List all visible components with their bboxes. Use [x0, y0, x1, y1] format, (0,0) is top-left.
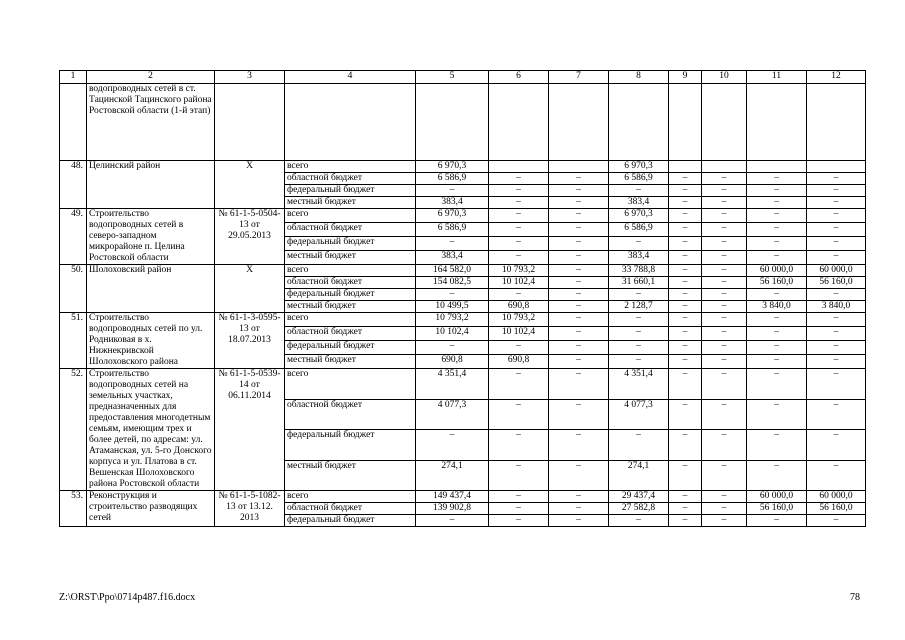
value-cell: – [702, 515, 747, 527]
value-cell: – [702, 223, 747, 237]
value-cell: 60 000,0 [807, 491, 866, 503]
value-cell: – [747, 341, 807, 355]
value-cell: – [489, 460, 549, 491]
table-row [60, 209, 866, 223]
value-cell: 6 970,3 [609, 209, 669, 223]
value-cell: – [702, 399, 747, 430]
value-cell: – [807, 327, 866, 341]
value-cell: 60 000,0 [747, 491, 807, 503]
value-cell: – [807, 197, 866, 209]
object-name: Реконструкция и строительство разводящих сетей [87, 491, 215, 527]
table-row [60, 313, 866, 327]
value-cell: – [669, 369, 702, 400]
value-cell: – [489, 185, 549, 197]
value-cell: – [669, 251, 702, 265]
value-cell: 4 077,3 [416, 399, 489, 430]
value-cell: – [489, 341, 549, 355]
header-cell: 3 [215, 71, 285, 84]
value-cell: – [807, 223, 866, 237]
budget-source: областной бюджет [285, 399, 416, 430]
value-cell: 10 793,2 [416, 313, 489, 327]
value-cell [549, 84, 609, 161]
value-cell: – [549, 399, 609, 430]
budget-source: областной бюджет [285, 223, 416, 237]
budget-source: всего [285, 209, 416, 223]
header-row [60, 71, 866, 84]
value-cell: 56 160,0 [807, 277, 866, 289]
object-name: Целинский район [87, 161, 215, 209]
value-cell: 383,4 [609, 251, 669, 265]
value-cell: – [807, 289, 866, 301]
value-cell [215, 84, 285, 161]
value-cell: – [489, 491, 549, 503]
value-cell: – [609, 355, 669, 369]
value-cell: 10 102,4 [416, 327, 489, 341]
value-cell: – [549, 327, 609, 341]
header-cell: 2 [87, 71, 215, 84]
header-cell: 11 [747, 71, 807, 84]
value-cell: – [549, 173, 609, 185]
value-cell: 690,8 [489, 355, 549, 369]
value-cell: 274,1 [416, 460, 489, 491]
value-cell: – [489, 430, 549, 461]
row-number [60, 84, 87, 161]
value-cell: – [807, 399, 866, 430]
value-cell: – [807, 173, 866, 185]
value-cell: – [702, 277, 747, 289]
value-cell: – [669, 301, 702, 313]
budget-source: местный бюджет [285, 460, 416, 491]
value-cell: – [549, 355, 609, 369]
value-cell: – [669, 289, 702, 301]
header-cell: 8 [609, 71, 669, 84]
value-cell: 274,1 [609, 460, 669, 491]
object-name: Шолоховский район [87, 265, 215, 313]
value-cell: – [702, 237, 747, 251]
object-name: Строительство водопроводных сетей на земельных участках, предназначенных для предоставления многодетным семьям, имеющим трех и более детей, по адресам: ул. Атаманская, ул. 5-го Донского корпуса и ул. Платова в ст. Вешенская Шолоховского района Ростовской области [87, 369, 215, 491]
value-cell: 149 437,4 [416, 491, 489, 503]
value-cell: 10 102,4 [489, 327, 549, 341]
value-cell: – [669, 327, 702, 341]
value-cell: – [549, 301, 609, 313]
value-cell: – [747, 313, 807, 327]
value-cell: – [807, 185, 866, 197]
document-reference: № 61-1-5-0504-13 от 29.05.2013 [215, 209, 285, 265]
value-cell: 6 970,3 [416, 161, 489, 173]
value-cell: – [669, 277, 702, 289]
header-cell: 12 [807, 71, 866, 84]
value-cell: 27 582,8 [609, 503, 669, 515]
budget-source: федеральный бюджет [285, 237, 416, 251]
value-cell: – [747, 173, 807, 185]
value-cell: – [609, 313, 669, 327]
budget-source: федеральный бюджет [285, 430, 416, 461]
value-cell: 4 077,3 [609, 399, 669, 430]
value-cell: – [549, 251, 609, 265]
document-reference: № 61-1-3-0595-13 от 18.07.2013 [215, 313, 285, 369]
budget-source: всего [285, 491, 416, 503]
value-cell [807, 84, 866, 161]
value-cell: – [807, 369, 866, 400]
value-cell: – [747, 460, 807, 491]
value-cell: – [416, 185, 489, 197]
budget-source: федеральный бюджет [285, 341, 416, 355]
value-cell: – [549, 265, 609, 277]
value-cell: – [747, 399, 807, 430]
value-cell: 10 499,5 [416, 301, 489, 313]
value-cell: – [416, 341, 489, 355]
value-cell: – [609, 341, 669, 355]
value-cell [416, 84, 489, 161]
value-cell: – [702, 197, 747, 209]
value-cell: – [669, 430, 702, 461]
value-cell: – [669, 197, 702, 209]
value-cell: 60 000,0 [807, 265, 866, 277]
value-cell: – [702, 369, 747, 400]
value-cell: – [669, 209, 702, 223]
value-cell: – [702, 265, 747, 277]
object-name: водопроводных сетей в ст. Тацинской Тацинского района Ростовской области (1-й этап) [87, 84, 215, 161]
value-cell: 2 128,7 [609, 301, 669, 313]
budget-source: местный бюджет [285, 301, 416, 313]
value-cell: – [747, 185, 807, 197]
value-cell: 60 000,0 [747, 265, 807, 277]
value-cell: – [489, 237, 549, 251]
budget-source: местный бюджет [285, 355, 416, 369]
budget-source: областной бюджет [285, 327, 416, 341]
value-cell: – [549, 237, 609, 251]
value-cell: – [609, 289, 669, 301]
value-cell: – [416, 237, 489, 251]
value-cell: 6 586,9 [609, 223, 669, 237]
budget-source: всего [285, 265, 416, 277]
value-cell: 154 082,5 [416, 277, 489, 289]
value-cell: – [702, 491, 747, 503]
value-cell: – [416, 289, 489, 301]
value-cell: – [549, 313, 609, 327]
budget-source: местный бюджет [285, 251, 416, 265]
row-number: 51. [60, 313, 87, 369]
budget-source: федеральный бюджет [285, 185, 416, 197]
value-cell: – [489, 223, 549, 237]
value-cell: 690,8 [489, 301, 549, 313]
value-cell: 29 437,4 [609, 491, 669, 503]
value-cell: 6 586,9 [609, 173, 669, 185]
value-cell: – [489, 503, 549, 515]
value-cell: – [609, 327, 669, 341]
table-row [60, 84, 866, 161]
value-cell: 139 902,8 [416, 503, 489, 515]
value-cell [807, 161, 866, 173]
value-cell: 56 160,0 [747, 277, 807, 289]
value-cell [549, 161, 609, 173]
value-cell: – [669, 265, 702, 277]
row-number: 48. [60, 161, 87, 209]
header-cell: 4 [285, 71, 416, 84]
document-reference: Х [215, 161, 285, 209]
value-cell: – [669, 237, 702, 251]
budget-source: областной бюджет [285, 503, 416, 515]
value-cell [669, 84, 702, 161]
value-cell: – [702, 313, 747, 327]
value-cell: 33 788,8 [609, 265, 669, 277]
value-cell: – [807, 430, 866, 461]
budget-source: областной бюджет [285, 173, 416, 185]
value-cell: – [549, 491, 609, 503]
value-cell: – [807, 515, 866, 527]
value-cell: – [702, 251, 747, 265]
value-cell: 6 970,3 [416, 209, 489, 223]
value-cell: – [549, 460, 609, 491]
value-cell: – [807, 355, 866, 369]
value-cell: – [669, 341, 702, 355]
value-cell: – [747, 237, 807, 251]
table-row [60, 491, 866, 503]
value-cell: – [549, 277, 609, 289]
value-cell [489, 84, 549, 161]
budget-source: областной бюджет [285, 277, 416, 289]
value-cell: – [609, 515, 669, 527]
value-cell [702, 161, 747, 173]
value-cell: – [669, 515, 702, 527]
value-cell: – [489, 209, 549, 223]
header-cell: 7 [549, 71, 609, 84]
value-cell: 6 970,3 [609, 161, 669, 173]
value-cell: – [807, 313, 866, 327]
value-cell: – [807, 460, 866, 491]
budget-source: федеральный бюджет [285, 289, 416, 301]
value-cell: – [702, 341, 747, 355]
row-number: 53. [60, 491, 87, 527]
value-cell: 3 840,0 [747, 301, 807, 313]
value-cell: – [489, 197, 549, 209]
value-cell: – [549, 515, 609, 527]
value-cell: – [669, 460, 702, 491]
value-cell: – [747, 223, 807, 237]
budget-table [59, 70, 866, 527]
header-cell: 5 [416, 71, 489, 84]
value-cell: – [702, 460, 747, 491]
value-cell: – [702, 185, 747, 197]
value-cell: 56 160,0 [747, 503, 807, 515]
budget-source: всего [285, 369, 416, 400]
value-cell: – [549, 185, 609, 197]
value-cell [702, 84, 747, 161]
value-cell: – [669, 491, 702, 503]
value-cell: – [489, 399, 549, 430]
value-cell: – [702, 209, 747, 223]
value-cell [669, 161, 702, 173]
header-cell: 10 [702, 71, 747, 84]
object-name: Строительство водопроводных сетей в северо-западном микрорайоне п. Целина Ростовской области [87, 209, 215, 265]
table-row [60, 369, 866, 400]
value-cell: – [669, 223, 702, 237]
value-cell: 6 586,9 [416, 173, 489, 185]
table-row [60, 161, 866, 173]
value-cell [609, 84, 669, 161]
value-cell: – [747, 197, 807, 209]
document-reference: № 61-1-5-1082-13 от 13.12. 2013 [215, 491, 285, 527]
document-reference: № 61-1-5-0539-14 от 06.11.2014 [215, 369, 285, 491]
value-cell: – [669, 313, 702, 327]
value-cell: – [747, 327, 807, 341]
value-cell: – [549, 197, 609, 209]
value-cell: – [669, 173, 702, 185]
value-cell: 690,8 [416, 355, 489, 369]
value-cell: – [549, 209, 609, 223]
value-cell [489, 161, 549, 173]
header-cell: 1 [60, 71, 87, 84]
value-cell: – [747, 369, 807, 400]
row-number: 49. [60, 209, 87, 265]
value-cell: – [549, 430, 609, 461]
value-cell: – [807, 237, 866, 251]
budget-source: всего [285, 313, 416, 327]
value-cell: – [416, 515, 489, 527]
value-cell: – [702, 327, 747, 341]
value-cell [285, 84, 416, 161]
value-cell: 4 351,4 [609, 369, 669, 400]
value-cell: – [807, 209, 866, 223]
value-cell: 6 586,9 [416, 223, 489, 237]
value-cell: – [489, 515, 549, 527]
value-cell: 3 840,0 [807, 301, 866, 313]
object-name: Строительство водопроводных сетей по ул. Родниковая в х. Нижнекривской Шолоховского района [87, 313, 215, 369]
value-cell: – [747, 515, 807, 527]
value-cell: – [549, 341, 609, 355]
value-cell: – [702, 301, 747, 313]
value-cell: 4 351,4 [416, 369, 489, 400]
value-cell: – [609, 185, 669, 197]
value-cell: – [549, 289, 609, 301]
value-cell: – [747, 289, 807, 301]
value-cell: – [489, 369, 549, 400]
table-row [60, 265, 866, 277]
footer-file-path: Z:\ORST\Ppo\0714p487.f16.docx [59, 592, 196, 603]
value-cell: 383,4 [609, 197, 669, 209]
value-cell: – [669, 399, 702, 430]
value-cell: – [747, 251, 807, 265]
value-cell: – [747, 209, 807, 223]
budget-source: федеральный бюджет [285, 515, 416, 527]
value-cell: – [669, 355, 702, 369]
value-cell: – [416, 430, 489, 461]
footer-page-number: 78 [850, 592, 860, 603]
value-cell: 56 160,0 [807, 503, 866, 515]
value-cell: – [747, 430, 807, 461]
value-cell: – [807, 341, 866, 355]
value-cell: – [489, 289, 549, 301]
value-cell: 10 793,2 [489, 265, 549, 277]
value-cell: – [669, 185, 702, 197]
value-cell: – [609, 430, 669, 461]
value-cell: – [702, 430, 747, 461]
value-cell: – [702, 173, 747, 185]
value-cell: 10 102,4 [489, 277, 549, 289]
value-cell: – [702, 289, 747, 301]
value-cell: – [702, 503, 747, 515]
value-cell: 164 582,0 [416, 265, 489, 277]
header-cell: 9 [669, 71, 702, 84]
budget-source: местный бюджет [285, 197, 416, 209]
value-cell [747, 84, 807, 161]
row-number: 50. [60, 265, 87, 313]
value-cell: – [747, 355, 807, 369]
value-cell: – [702, 355, 747, 369]
value-cell: – [669, 503, 702, 515]
value-cell: 10 793,2 [489, 313, 549, 327]
value-cell: – [549, 369, 609, 400]
value-cell: 383,4 [416, 197, 489, 209]
value-cell [747, 161, 807, 173]
value-cell: 31 660,1 [609, 277, 669, 289]
value-cell: – [807, 251, 866, 265]
value-cell: – [489, 173, 549, 185]
value-cell: – [549, 223, 609, 237]
value-cell: – [489, 251, 549, 265]
value-cell: 383,4 [416, 251, 489, 265]
value-cell: – [609, 237, 669, 251]
row-number: 52. [60, 369, 87, 491]
value-cell: – [549, 503, 609, 515]
header-cell: 6 [489, 71, 549, 84]
document-reference: Х [215, 265, 285, 313]
budget-source: всего [285, 161, 416, 173]
